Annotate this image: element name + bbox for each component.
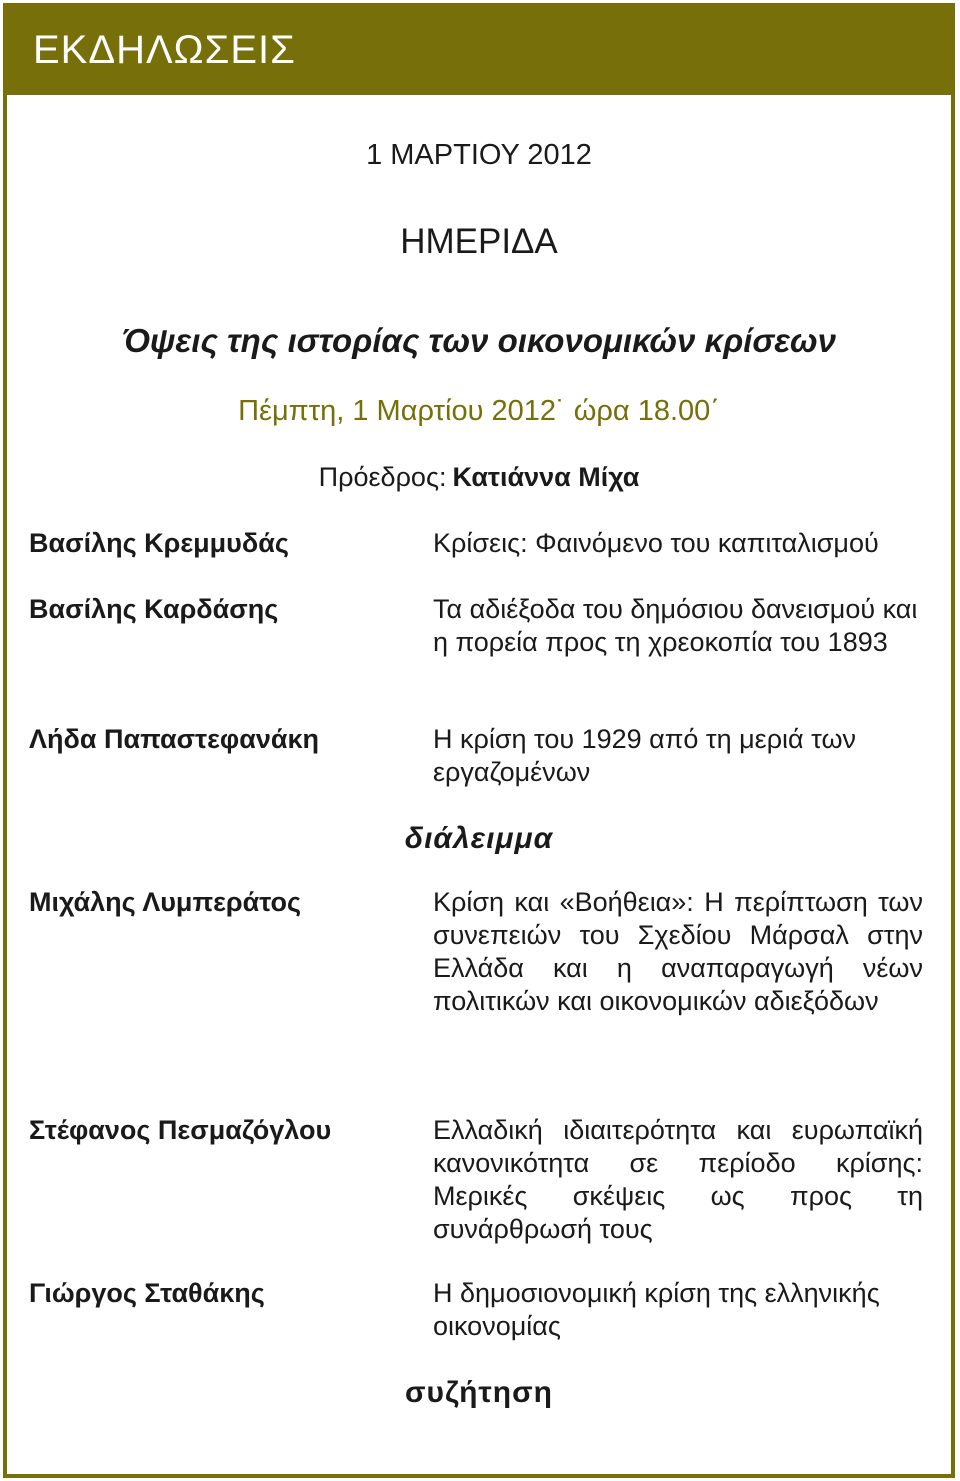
talk-title: Τα αδιέξοδα του δημόσιου δανεισμού και η πορεία προς τη χρεοκοπία του 1893: [433, 594, 918, 657]
chair-name: Κατιάννα Μίχα: [452, 462, 640, 492]
header-bar: [7, 7, 951, 95]
speaker-name: Βασίλης Κρεμμυδάς: [29, 528, 289, 558]
event-date: 1 ΜΑΡΤΙΟΥ 2012: [366, 139, 592, 171]
talk-title: Η κρίση του 1929 από τη μεριά των εργαζομένων: [433, 724, 857, 787]
chair-line: [7, 460, 951, 494]
discussion-label: συζήτηση: [405, 1376, 553, 1409]
speaker-name: Λήδα Παπαστεφανάκη: [29, 724, 319, 754]
event-title: Όψεις της ιστορίας των οικονομικών κρίσεων: [122, 322, 836, 359]
talk-title: Ελλαδική ιδιαιτερότητα και ευρωπαϊκή κανονικότητα σε περίοδο κρίσης: Μερικές σκέψεις ως προς τη συνάρθρωσή τους: [433, 1115, 923, 1244]
speaker-name: Μιχάλης Λυμπεράτος: [29, 887, 302, 917]
speaker-name: Γιώργος Σταθάκης: [29, 1278, 265, 1308]
section-title: ΕΚΔΗΛΩΣΕΙΣ: [33, 28, 296, 72]
event-datetime: Πέμπτη, 1 Μαρτίου 2012˙ ώρα 18.00΄: [238, 395, 720, 427]
break-label: διάλειμμα: [404, 822, 554, 855]
event-type: ΗΜΕΡΙΔΑ: [400, 222, 558, 261]
talk-title: Κρίση και «Βοήθεια»: Η περίπτωση των συνεπειών του Σχεδίου Μάρσαλ στην Ελλάδα και η αναπαραγωγή νέων πολιτικών και οικονομικών αδιεξόδων: [433, 887, 923, 1016]
speaker-name: Βασίλης Καρδάσης: [29, 594, 279, 624]
talk-title: Η δημοσιονομική κρίση της ελληνικής οικονομίας: [433, 1278, 880, 1341]
page-frame: [3, 3, 955, 1478]
talk-title: Κρίσεις: Φαινόμενο του καπιταλισμού: [433, 528, 879, 558]
speaker-name: Στέφανος Πεσμαζόγλου: [29, 1115, 332, 1145]
chair-label: Πρόεδρος:: [318, 462, 447, 492]
